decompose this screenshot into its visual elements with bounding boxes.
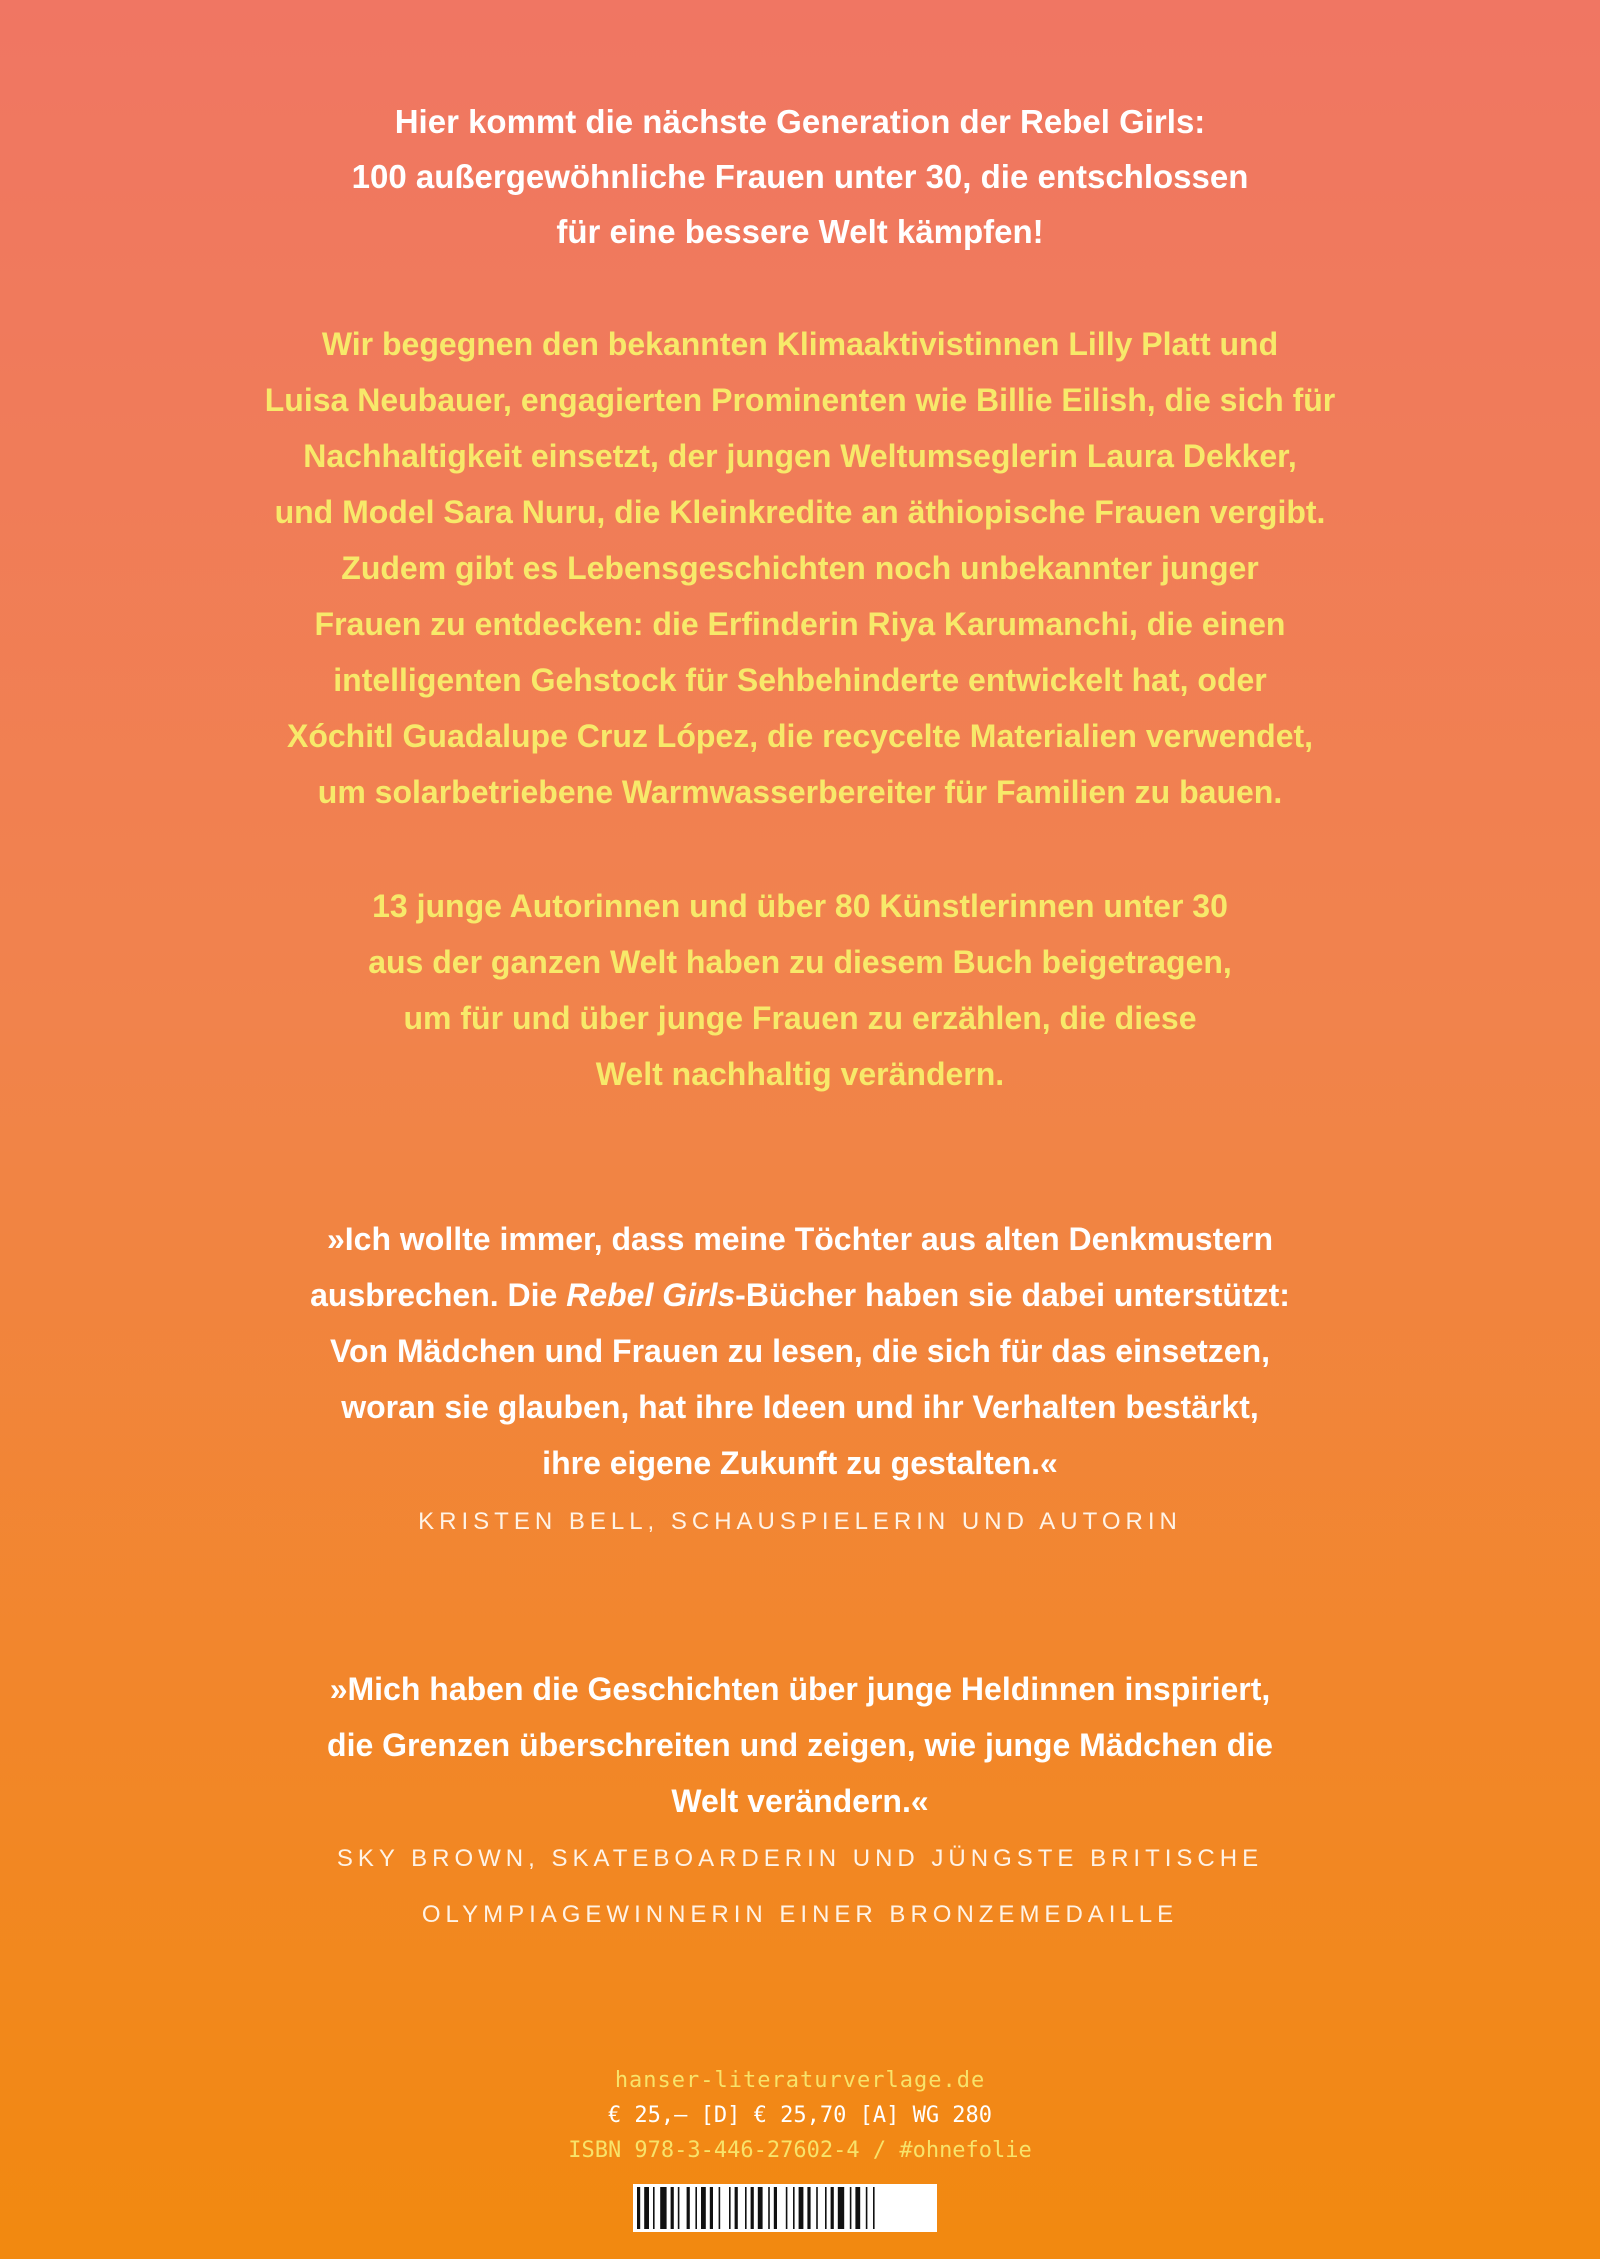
barcode-bar xyxy=(758,2187,763,2229)
quote-sky-brown xyxy=(150,1661,1450,1829)
intro-line: für eine bessere Welt kämpfen! xyxy=(556,213,1044,250)
description-line: Frauen zu entdecken: die Erfinderin Riya Karumanchi, die einen xyxy=(314,606,1286,642)
description-line: und Model Sara Nuru, die Kleinkredite an äthiopische Frauen vergibt. xyxy=(274,494,1326,530)
barcode-bar xyxy=(799,2187,804,2229)
barcode-bar xyxy=(701,2187,706,2229)
authors-text xyxy=(150,878,1450,1102)
intro-line: Hier kommt die nächste Generation der Rebel Girls: xyxy=(394,103,1206,140)
barcode-bar xyxy=(873,2187,875,2229)
barcode-bar xyxy=(831,2187,834,2229)
description-line: Xóchitl Guadalupe Cruz López, die recycelte Materialien verwendet, xyxy=(286,718,1314,754)
quote-kristen-bell xyxy=(150,1211,1450,1491)
barcode-bar xyxy=(678,2187,680,2229)
barcode-bar xyxy=(838,2187,844,2229)
description-line: intelligenten Gehstock für Sehbehinderte entwickelt hat, oder xyxy=(333,662,1267,698)
barcode-bar xyxy=(653,2187,655,2229)
book-title-italic: Rebel Girls xyxy=(566,1277,736,1313)
barcode-bar xyxy=(768,2187,770,2229)
barcode-bar xyxy=(671,2187,674,2229)
barcode-bar xyxy=(660,2187,666,2229)
barcode-bar xyxy=(825,2187,827,2229)
barcode-bar xyxy=(637,2187,640,2229)
quote-line: Von Mädchen und Frauen zu lesen, die sich für das einsetzen, xyxy=(329,1333,1271,1369)
barcode-bar xyxy=(719,2187,721,2229)
intro-text xyxy=(150,94,1450,259)
description-text xyxy=(150,316,1450,820)
barcode-bar xyxy=(807,2187,810,2229)
quote-line xyxy=(150,1267,1450,1323)
quote-attribution xyxy=(150,1494,1450,1550)
barcode-bar xyxy=(695,2187,697,2229)
description-line: Luisa Neubauer, engagierten Prominenten wie Billie Eilish, die sich für xyxy=(264,382,1336,418)
attribution-line: OLYMPIAGEWINNERIN EINER BRONZEMEDAILLE xyxy=(421,1901,1179,1928)
description-line: um solarbetriebene Warmwasserbereiter für Familien zu bauen. xyxy=(317,774,1283,810)
publisher-info xyxy=(150,2063,1450,2168)
authors-line: um für und über junge Frauen zu erzählen, die diese xyxy=(403,1000,1197,1036)
barcode-bar xyxy=(855,2187,860,2229)
quote-attribution xyxy=(150,1831,1450,1943)
barcode-bar xyxy=(687,2187,690,2229)
attribution-line: KRISTEN BELL, SCHAUSPIELERIN UND AUTORIN xyxy=(418,1508,1182,1535)
authors-line: aus der ganzen Welt haben zu diesem Buch beigetragen, xyxy=(368,944,1232,980)
description-line: Zudem gibt es Lebensgeschichten noch unbekannter junger xyxy=(341,550,1259,586)
quote-text: ausbrechen. Die xyxy=(310,1277,567,1313)
barcode-bar xyxy=(745,2187,747,2229)
barcode xyxy=(633,2184,937,2232)
barcode-bar xyxy=(774,2187,777,2229)
attribution-line: SKY BROWN, SKATEBOARDERIN UND JÜNGSTE BRITISCHE xyxy=(336,1845,1264,1872)
authors-line: 13 junge Autorinnen und über 80 Künstlerinnen unter 30 xyxy=(372,888,1228,924)
description-line: Nachhaltigkeit einsetzt, der jungen Weltumseglerin Laura Dekker, xyxy=(303,438,1297,474)
quote-line: die Grenzen überschreiten und zeigen, wie junge Mädchen die xyxy=(327,1727,1273,1763)
barcode-bar xyxy=(850,2187,852,2229)
quote-line: »Mich haben die Geschichten über junge Heldinnen inspiriert, xyxy=(329,1671,1271,1707)
description-line: Wir begegnen den bekannten Klimaaktivistinnen Lilly Platt und xyxy=(321,326,1279,362)
barcode-bar xyxy=(710,2187,713,2229)
authors-line: Welt nachhaltig verändern. xyxy=(595,1056,1005,1092)
barcode-bar xyxy=(866,2187,868,2229)
isbn-info: ISBN 978-3-446-27602-4 / #ohnefolie xyxy=(568,2138,1032,2163)
barcode-bar xyxy=(729,2187,731,2229)
quote-line: Welt verändern.« xyxy=(671,1783,929,1819)
barcode-bar xyxy=(793,2187,795,2229)
quote-text: -Bücher haben sie dabei unterstützt: xyxy=(735,1277,1290,1313)
quote-line: woran sie glauben, hat ihre Ideen und ihr Verhalten bestärkt, xyxy=(341,1389,1259,1425)
barcode-bar xyxy=(751,2187,754,2229)
barcode-bar xyxy=(786,2187,788,2229)
barcode-bar xyxy=(735,2187,738,2229)
quote-line: »Ich wollte immer, dass meine Töchter aus alten Denkmustern xyxy=(326,1221,1274,1257)
price-info: € 25,– [D] € 25,70 [A] WG 280 xyxy=(607,2103,993,2128)
barcode-bar xyxy=(816,2187,818,2229)
quote-line: ihre eigene Zukunft zu gestalten.« xyxy=(542,1445,1058,1481)
barcode-bar xyxy=(644,2187,649,2229)
publisher-url: hanser-literaturverlage.de xyxy=(614,2068,986,2093)
intro-line: 100 außergewöhnliche Frauen unter 30, die entschlossen xyxy=(351,158,1249,195)
